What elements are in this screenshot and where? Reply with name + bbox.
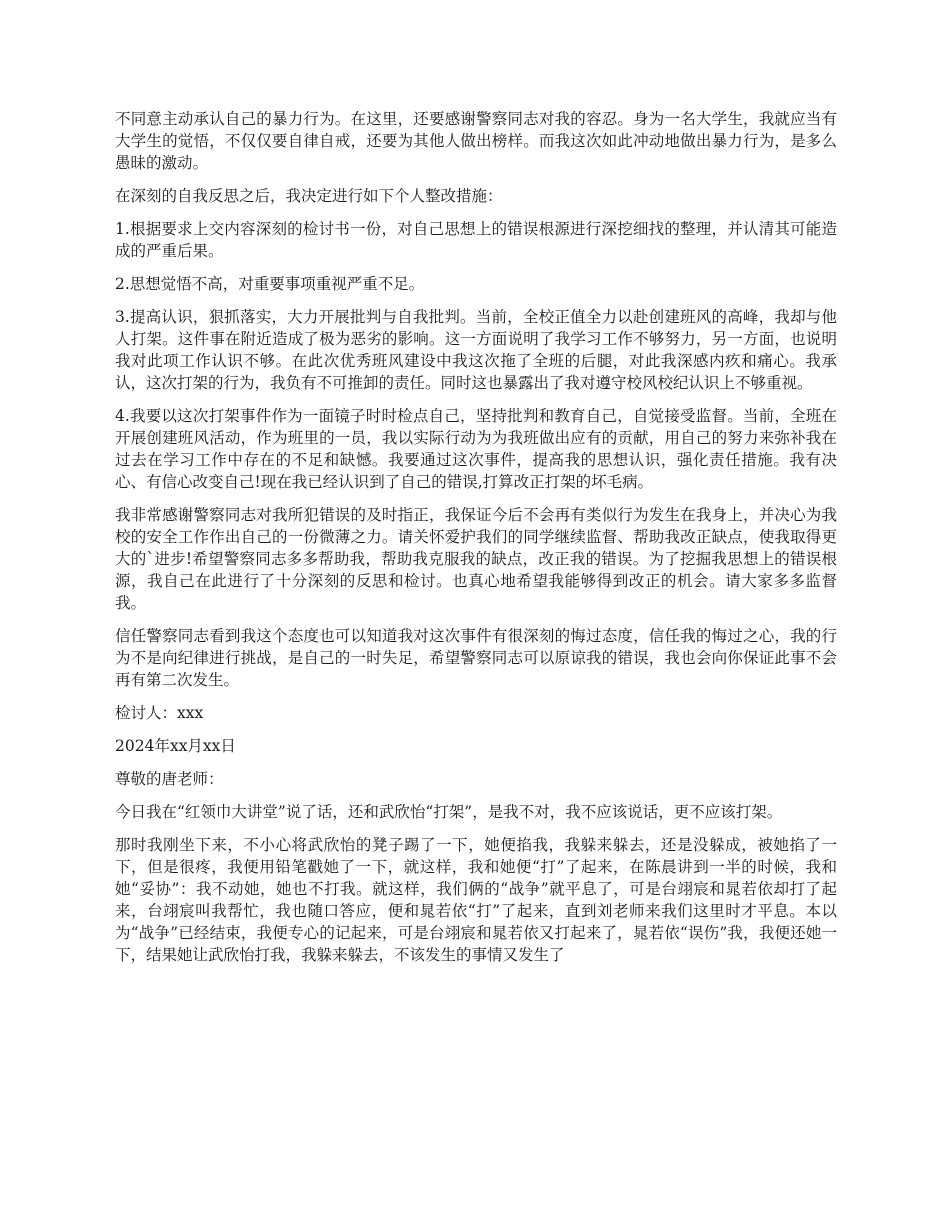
paragraph-8: 信任警察同志看到我这个态度也可以知道我对这次事件有很深刻的悔过态度，信任我的悔过之心，我的行为不是向纪律进行挑战，是自己的一时失足，希望警察同志可以原谅我的错误，我也会向你保证此事不会再有第二次发生。	[115, 627, 837, 689]
signature-line: 检讨人：xxx	[115, 704, 204, 722]
paragraph-4: 2.思想觉悟不高，对重要事项重视严重不足。	[115, 275, 425, 293]
paragraph-2: 在深刻的自我反思之后，我决定进行如下个人整改措施：	[115, 187, 503, 205]
salutation: 尊敬的唐老师：	[115, 770, 224, 788]
paragraph-7: 我非常感谢警察同志对我所犯错误的及时指正，我保证今后不会再有类似行为发生在我身上，并决心为我校的安全工作作出自己的一份微薄之力。请关怀爱护我们的同学继续监督、帮助我改正缺点，使我取得更大的`进步!希望警察同志多多帮助我，帮助我克服我的缺点，改正我的错误。为了挖掘我思想上的错误根源，我自己在此进行了十分深刻的反思和检讨。也真心地希望我能够得到改正的机会。请大家多多监督我。	[115, 506, 837, 612]
paragraph-5: 3.提高认识，狠抓落实，大力开展批判与自我批判。当前，全校正值全力以赴创建班风的高峰，我却与他人打架。这件事在附近造成了极为恶劣的影响。这一方面说明了我学习工作不够努力，另一方面，也说明我对此项工作认识不够。在此次优秀班风建设中我这次拖了全班的后腿，对此我深感内疚和痛心。我承认，这次打架的行为，我负有不可推卸的责任。同时这也暴露出了我对遵守校风校纪认识上不够重视。	[115, 308, 837, 392]
paragraph-13: 那时我刚坐下来，不小心将武欣怡的凳子踢了一下，她便掐我，我躲来躲去，还是没躲成，被她掐了一下，但是很疼，我便用铅笔戳她了一下，就这样，我和她便“打”了起来，在陈晨讲到一半的时候，我和她“妥协”：我不动她，她也不打我。就这样，我们俩的“战争”就平息了，可是台翊宸和晁若依却打了起来，台翊宸叫我帮忙，我也随口答应，便和晁若依“打”了起来，直到刘老师来我们这里时才平息。本以为“战争”已经结束，我便专心的记起来，可是台翊宸和晁若依又打起来了，晁若依“误伤”我，我便还她一下，结果她让武欣怡打我，我躲来躲去，不该发生的事情又发生了	[115, 836, 837, 964]
paragraph-3: 1.根据要求上交内容深刻的检讨书一份，对自己思想上的错误根源进行深挖细找的整理，并认清其可能造成的严重后果。	[115, 220, 837, 260]
paragraph-6: 4.我要以这次打架事件作为一面镜子时时检点自己，坚持批判和教育自己，自觉接受监督。当前，全班在开展创建班风活动，作为班里的一员，我以实际行动为为我班做出应有的贡献，用自己的努力来弥补我在过去在学习工作中存在的不足和缺憾。我要通过这次事件，提高我的思想认识，强化责任措施。我有决心、有信心改变自己!现在我已经认识到了自己的错误,打算改正打架的坏毛病。	[115, 407, 837, 491]
paragraph-12: 今日我在“红领巾大讲堂”说了话，还和武欣怡“打架”，是我不对，我不应该说话，更不应该打架。	[115, 803, 783, 821]
document-body	[115, 108, 837, 977]
date-line: 2024年xx月xx日	[115, 737, 236, 755]
paragraph-1: 不同意主动承认自己的暴力行为。在这里，还要感谢警察同志对我的容忍。身为一名大学生，我就应当有大学生的觉悟，不仅仅要自律自戒，还要为其他人做出榜样。而我这次如此冲动地做出暴力行为，是多么愚昧的激动。	[115, 110, 837, 172]
